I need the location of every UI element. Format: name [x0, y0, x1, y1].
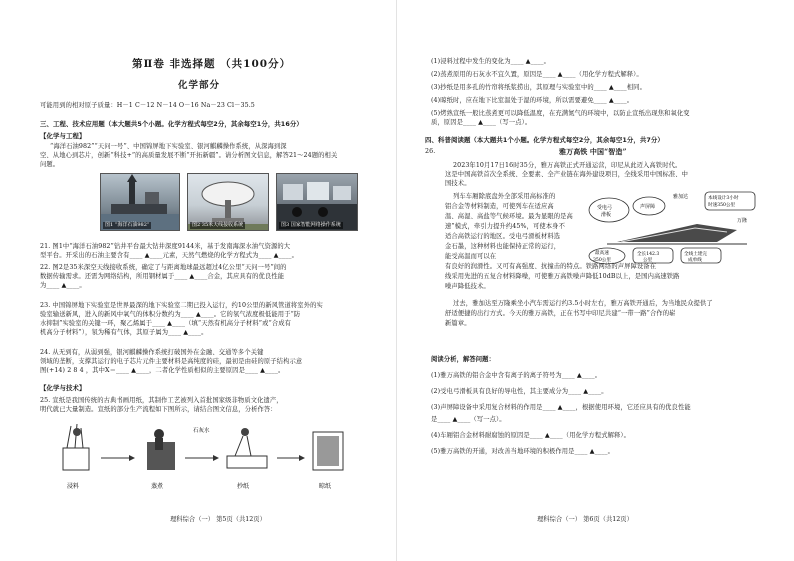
q25-sub-1: (1)浸料过程中发生的变化为____ ▲____。: [431, 58, 551, 65]
q23-line-1: 23. 中国锦屏地下实验室是世界最深的地下实验室二期已投入运行，约10公里的新风管道将室外的实: [40, 302, 323, 309]
q25-sub-5: (5)烤熟宣纸一般比蒸煮更可以降低温度，在充满氮气的环境中，以防止宣纸出现焦和氧化变: [431, 110, 690, 117]
rail-diagram: [587, 190, 757, 264]
label-soaking: 浸料: [67, 483, 80, 490]
para2-line-2: 铝合金等材料制造，可使列车在适应高: [445, 203, 554, 210]
q22-line-2: 数据传输需求。还需为网络结构，所用钢材属于____ ▲____合金，其应具有的优良性能: [40, 273, 285, 280]
right-page: [397, 0, 794, 561]
q26-number: 26.: [425, 148, 436, 155]
photo-os-lab: [276, 173, 358, 231]
right-footer: 理科综合（一） 第6页（共12页）: [537, 516, 633, 523]
info-box-maxspeed: [589, 248, 625, 264]
para1-line-1: 2023年10月17日16时35分，雅万高铁正式开通运营，印尼从此迈入高铁时代。: [453, 162, 682, 169]
train-figure: [607, 224, 747, 244]
para1-line-3: 国技术。: [445, 180, 471, 187]
lbl-length: 全长142.3: [637, 252, 660, 257]
q26-sub-3b: 是____ ▲____（写一点）。: [431, 416, 506, 423]
left-footer: 理科综合（一） 第5页（共12页）: [170, 516, 266, 523]
lbl-single-line: 成单线: [688, 258, 702, 263]
para1-line-2: 这是中国高铁首次全系统、全要素、全产业链在海外建设项目，全线采用中国标准、中: [445, 171, 689, 178]
photo-antenna: [187, 173, 269, 231]
lbl-design-time: 本线设计3小时: [708, 196, 739, 201]
photo-oil-platform: [100, 173, 180, 231]
para2-line-4: 速”模式，牵引力提升约45%，可使本身不: [445, 223, 565, 230]
info-box-length: [633, 248, 673, 263]
papermaking-flow-diagram: [55, 418, 355, 503]
lbl-construction: 全线土建完: [684, 252, 707, 257]
q22-line-3: 为____ ▲____。: [40, 282, 86, 289]
para2-line-6: 金石墨，这种材料也能保持正常的运行，: [445, 243, 561, 250]
noise-barrier-bubble: [633, 197, 665, 215]
lbl-km: 公里: [643, 258, 653, 263]
tag-chem-technology: 【化学与技术】: [40, 384, 86, 392]
para2-line-3: 温、高湿、高盐等气候环境。最为显眼的是高: [445, 213, 573, 220]
lbl-pantograph: 受电弓: [597, 205, 613, 211]
q25-sub-5b: 质，原因是____ ▲____（写一点）。: [431, 119, 532, 126]
label-papermaking: 抄纸: [237, 483, 250, 490]
info-box-construction: [681, 248, 721, 263]
label-drying: 晾纸: [319, 483, 332, 490]
section-3-title: 三、工程、技术应用题（本大题共5个小题。化学方程式每空2分，其余每空1分，共16分）: [40, 120, 303, 128]
step-soaking-figure: [63, 424, 89, 470]
para2-line-5: 适合高铁运行的地区。受电弓滑板材料选: [445, 233, 561, 240]
q21-line-1: 21. 图1中“海洋石油982”钻井平台最大钻井深度9144米，基于发南海深水油气资源的大: [40, 243, 291, 250]
q21-line-2: 型平台。开采出的石油主要含有____ ▲____元素，天然气燃烧的化学方程式为____ ▲____。: [40, 252, 298, 259]
step-drying-figure: [313, 432, 343, 470]
para3-line-3: 新篇章。: [445, 320, 471, 327]
q23-line-2: 验室输送新风，进入的新风中氧气的体积分数约为____ ▲____。它的氡气浓度极低能用于“防: [40, 311, 301, 318]
q24-line-3: 图(+14) 2 8 4 ，其中X＝____ ▲____，二者化学性质相似的主要原因是____ ▲____。: [40, 367, 285, 374]
lbl-speed: 时速350公里: [708, 203, 736, 208]
q23-line-3: 水抑制”实验室的关键一环，聚乙烯属于____ ▲____（填“天然有机高分子材料”或“合成有: [40, 320, 292, 327]
lbl-350km: 350公里: [593, 258, 611, 263]
para2-line-1: 列车车厢除底盘外全部采用高标准的: [453, 193, 556, 200]
chem-section-title: 化学部分: [178, 80, 221, 91]
q24-line-1: 24. 从无到有，从弱到强，银河麒麟操作系统打破国外在金融、交通等多个关键: [40, 349, 264, 356]
para3-line-2: 舒适便捷的出行方式。今天的雅万高铁，正在书写中印尼共建“一带一路”合作的崭: [445, 310, 676, 317]
step-cooking-figure: [147, 429, 175, 470]
lbl-slider: 滑板: [601, 212, 612, 218]
article-title: 雅万高铁 中国“智造”: [559, 147, 627, 156]
q26-sub-4: (4)车厢铝合金材料耐腐蚀的原因是____ ▲____（用化学方程式解释）。: [431, 432, 631, 439]
caption-fig2: 图2 35米天线接收系统: [192, 222, 244, 228]
label-cooking: 蒸煮: [151, 483, 164, 490]
caption-fig3: 图3 国家智能网络操作系统: [281, 222, 341, 228]
q22-line-1: 22. 图2是35米深空天线接收系统，确定了与距离地球最远超过4亿公里“天问一号”间的: [40, 264, 287, 271]
part-title: 第Ⅱ卷 非选择题 （共100分）: [132, 58, 292, 70]
section-4-title: 四、科普阅读题（本大题共1个小题。化学方程式每空2分，其余每空1分，共7分）: [425, 136, 664, 144]
q26-sub-3: (3)声屏障设备中采用复合材料的作用是____ ▲____，根据使用环境，它还应具有的优良性能: [431, 404, 691, 411]
lbl-noise-barrier: 声屏障: [640, 204, 656, 210]
label-limewater: 石灰水: [193, 428, 210, 434]
para2-line-7: 能受高温而可以在: [445, 253, 497, 260]
q25-line-1: 25. 宣纸是我国传统的古典书画用纸，其制作工艺被列入首批国家级非物质文化遗产，: [40, 397, 283, 404]
caption-fig1: 图1 “海洋石油982”: [105, 222, 150, 228]
para2-line-9: 线采用先进的五复合材料降噪，可使雅万高铁噪声降低10dB以上，是国内高速铁路: [445, 273, 680, 280]
q25-sub-2: (2)蒸煮原用的石灰水不宜久置，原因是____ ▲____（用化学方程式解释）。: [431, 71, 643, 78]
q26-sub-1: (1)雅万高铁的铝合金中含有离子的离子符号为____ ▲____。: [431, 372, 602, 379]
reading-title: 阅读分析，解答问题：: [431, 356, 495, 363]
intro-line-1: “海洋石油982”“天问一号”、中国锦屏地下实验室、银河麒麟操作系统，从深海到深: [50, 143, 287, 150]
para2-line-10: 噪声降低技术。: [445, 283, 490, 290]
q26-sub-5: (5)雅万高铁的开通，对改善当地环境的积极作用是____ ▲____。: [431, 448, 614, 455]
para2-line-8: 有良好的润滑性。又可有高强度、抗撞击的特点。铁路网络的声屏障设备在: [445, 263, 657, 270]
q26-sub-2: (2)受电弓滑板具有良好的导电性，其主要成分为____ ▲____。: [431, 388, 608, 395]
q24-line-2: 领域的垄断，支撑其运行的电子芯片元件主要材料是高纯度的硅，最初是由硅的原子结构示意: [40, 358, 303, 365]
intro-line-2: 空、从地心到芯片，创新“科技+”的高质量发展不断“开拓新疆”。请分析图文信息，解答21～24题的相关: [40, 152, 338, 159]
step-papermaking-figure: [227, 428, 267, 468]
q25-sub-4: (4)晾纸时，应在地下比室温处于湿的环境，所以需要避免____ ▲____。: [431, 97, 634, 104]
lbl-bandung: 万隆: [737, 218, 748, 224]
para3-line-1: 过去，雅加达至万隆乘坐小汽车需运行约3.5小时左右，雅万高铁开通后，为当地民众提供了: [453, 300, 713, 307]
q25-line-2: 明代就已大量制造。宣纸的部分生产流程如下图所示，请结合图文信息，分析作答：: [40, 406, 277, 413]
tag-chem-engineering: 【化学与工程】: [40, 132, 86, 140]
lbl-jakarta: 雅加达: [673, 194, 689, 200]
pantograph-bubble: [589, 198, 629, 222]
q25-sub-3: (3)抄纸是用多孔的竹帘将纸浆捞出，其原理与实验室中的____ ▲____相同。: [431, 84, 646, 91]
info-box-design: [705, 192, 755, 210]
atomic-mass-line: 可能用到的相对原子质量：H－1 C－12 N－14 O－16 Na－23 Cl－35.5: [40, 102, 255, 109]
lbl-max: 最高速: [595, 251, 609, 256]
intro-line-3: 问题。: [40, 161, 60, 168]
q23-line-4: 机高分子材料”），氡为稀有气体，其原子属为____ ▲____。: [40, 329, 208, 336]
